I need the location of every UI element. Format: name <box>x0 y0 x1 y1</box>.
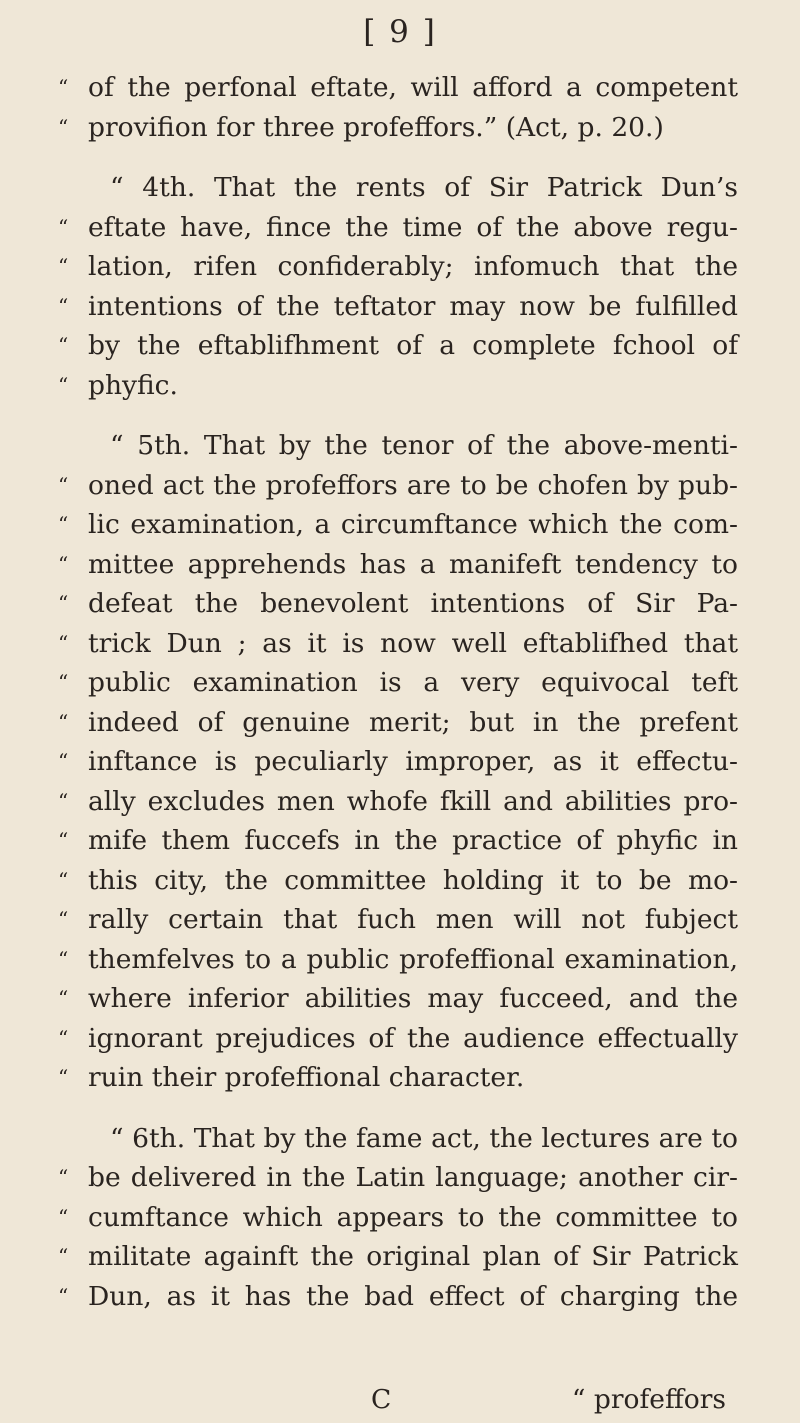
text-line <box>58 979 738 1019</box>
text-line <box>58 1119 738 1159</box>
line-text: rally certain that fuch men will not fubject <box>88 904 738 935</box>
paragraph-gap <box>58 1098 738 1119</box>
line-text: themfelves to a public profeffional examination, <box>88 943 738 975</box>
quote-mark: “ <box>58 788 69 813</box>
quote-mark: “ <box>58 512 69 536</box>
line-text: “ 4th. That the rents of Sir Patrick Dun’s <box>110 172 738 203</box>
quote-mark: “ <box>58 1244 69 1268</box>
line-text: be delivered in the Latin language; another cir- <box>88 1162 738 1193</box>
text-line <box>58 861 738 901</box>
body-text <box>58 68 738 1316</box>
quote-mark: “ <box>58 551 69 576</box>
paragraph <box>58 426 738 1098</box>
quote-mark: “ <box>58 75 69 99</box>
line-text: mittee apprehends has a manifeft tendency to <box>88 548 738 580</box>
line-text: this city, the committee holding it to be mo- <box>88 864 738 896</box>
line-text: eftate have, fince the time of the above regu- <box>88 211 738 243</box>
quote-mark: “ <box>58 986 69 1010</box>
quote-mark: “ <box>58 946 69 971</box>
line-text: “ 6th. That by the fame act, the lectures are to <box>110 1122 738 1154</box>
line-text: indeed of genuine merit; but in the prefent <box>88 706 738 738</box>
line-text: public examination is a very equivocal teft <box>88 667 738 698</box>
line-text: mife them fuccefs in the practice of phyfic in <box>88 825 738 856</box>
catchword: “ profeffors <box>571 1384 726 1415</box>
text-line <box>58 208 738 248</box>
text-line <box>58 247 738 287</box>
quote-mark: “ <box>58 867 69 892</box>
text-line <box>58 940 738 980</box>
quote-mark: “ <box>58 214 69 239</box>
quote-mark: “ <box>58 709 69 734</box>
text-line <box>58 1277 738 1317</box>
line-text: oned act the profeffors are to be chofen by pub- <box>88 469 738 501</box>
quote-mark: “ <box>58 1025 69 1050</box>
line-text: where inferior abilities may fucceed, and the <box>88 983 738 1014</box>
quote-mark: “ <box>58 1204 69 1229</box>
line-text: inftance is peculiarly improper, as it effectu- <box>88 746 738 777</box>
line-text: of the perfonal eftate, will afford a competent <box>88 72 738 103</box>
page-footer <box>58 1380 738 1419</box>
line-text: defeat the benevolent intentions of Sir Pa- <box>88 588 738 619</box>
text-line <box>58 900 738 940</box>
line-text: by the eftablifhment of a complete fchool of <box>88 330 738 361</box>
text-line <box>58 624 738 664</box>
line-text: militate againft the original plan of Sir Patrick <box>88 1241 738 1272</box>
line-text: ignorant prejudices of the audience effectually <box>88 1022 738 1054</box>
text-line <box>58 1058 738 1098</box>
quote-mark: “ <box>58 1283 69 1308</box>
paragraph <box>58 68 738 147</box>
line-text: intentions of the teftator may now be fulfilled <box>88 290 738 322</box>
text-line <box>58 742 738 782</box>
text-line <box>58 68 738 108</box>
text-line <box>58 1198 738 1238</box>
text-line <box>58 1237 738 1277</box>
text-line <box>58 505 738 545</box>
text-line <box>58 426 738 466</box>
text-line <box>58 326 738 366</box>
text-line <box>58 703 738 743</box>
text-line <box>58 366 738 406</box>
line-text: lation, rifen confiderably; infomuch that the <box>88 251 738 282</box>
text-line <box>58 108 738 148</box>
text-line <box>58 168 738 208</box>
line-text: ally excludes men whofe fkill and abilities pro- <box>88 785 738 817</box>
quote-mark: “ <box>58 591 69 615</box>
text-line <box>58 584 738 624</box>
page-number: [ 9 ] <box>363 14 437 50</box>
quote-mark: “ <box>58 472 69 497</box>
text-line <box>58 466 738 506</box>
text-line <box>58 287 738 327</box>
text-line <box>58 1158 738 1198</box>
quote-mark: “ <box>58 749 69 773</box>
line-text: ruin their profeffional character. <box>88 1062 525 1093</box>
quote-mark: “ <box>58 114 69 139</box>
text-line <box>58 821 738 861</box>
paragraph-gap <box>58 147 738 168</box>
quote-mark: “ <box>58 630 69 655</box>
paragraph <box>58 168 738 405</box>
quote-mark: “ <box>58 254 69 278</box>
line-text: lic examination, a circumftance which the com- <box>88 509 738 540</box>
text-line <box>58 663 738 703</box>
quote-mark: “ <box>58 293 69 318</box>
line-text: “ 5th. That by the tenor of the above-menti- <box>110 430 738 461</box>
text-line <box>58 545 738 585</box>
quote-mark: “ <box>58 1165 69 1189</box>
text-line <box>58 782 738 822</box>
quote-mark: “ <box>58 333 69 357</box>
quote-mark: “ <box>58 372 69 397</box>
paragraph <box>58 1119 738 1317</box>
line-text: trick Dun ; as it is now well eftablifhed that <box>88 627 738 659</box>
text-line <box>58 1019 738 1059</box>
line-text: provifion for three profeffors.” (Act, p. 20.) <box>88 111 664 143</box>
line-text: phyfic. <box>88 369 178 401</box>
quote-mark: “ <box>58 670 69 694</box>
quote-mark: “ <box>58 1065 69 1089</box>
paragraph-gap <box>58 405 738 426</box>
line-text: cumftance which appears to the committee to <box>88 1201 738 1233</box>
quote-mark: “ <box>58 907 69 931</box>
quote-mark: “ <box>58 828 69 852</box>
signature-mark: C <box>371 1384 392 1415</box>
line-text: Dun, as it has the bad effect of charging the <box>88 1280 738 1312</box>
